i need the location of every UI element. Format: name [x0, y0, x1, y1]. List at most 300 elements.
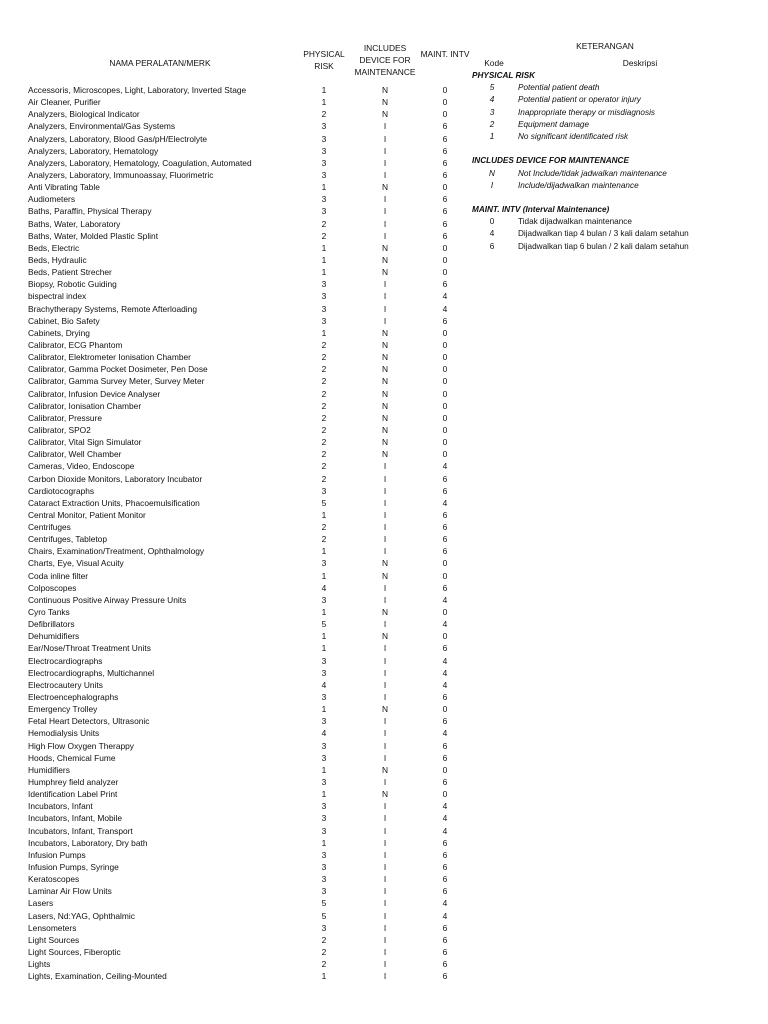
- table-row: [0, 436, 470, 448]
- cell-includes: I: [383, 922, 387, 933]
- table-row: [0, 873, 470, 885]
- cell-physical-risk: 3: [321, 291, 327, 302]
- table-row: [0, 84, 470, 96]
- table-row: [0, 897, 470, 909]
- cell-name: Cabinet, Bio Safety: [28, 315, 100, 326]
- cell-physical-risk: 1: [321, 97, 327, 108]
- cell-maint-intv: 6: [442, 546, 448, 557]
- legend-includes-list: [472, 168, 762, 192]
- cell-name: Infusion Pumps: [28, 849, 86, 860]
- table-row: [0, 497, 470, 509]
- cell-name: Charts, Eye, Visual Acuity: [28, 558, 124, 569]
- cell-includes: N: [381, 631, 389, 642]
- cell-includes: N: [381, 704, 389, 715]
- cell-physical-risk: 5: [321, 497, 327, 508]
- legend-includes-title: INCLUDES DEVICE FOR MAINTENANCE: [472, 156, 629, 166]
- cell-maint-intv: 4: [442, 461, 448, 472]
- cell-includes: I: [383, 946, 387, 957]
- cell-name: Coda inline filter: [28, 570, 89, 581]
- table-row: [0, 509, 470, 521]
- cell-name: Emergency Trolley: [28, 704, 98, 715]
- cell-maint-intv: 6: [442, 121, 448, 132]
- cell-includes: I: [383, 291, 387, 302]
- cell-physical-risk: 1: [321, 327, 327, 338]
- table-row: [0, 788, 470, 800]
- cell-maint-intv: 6: [442, 777, 448, 788]
- table-row: [0, 594, 470, 606]
- cell-name: Analyzers, Laboratory, Hematology, Coagulation, Automated: [28, 157, 252, 168]
- cell-physical-risk: 1: [321, 704, 327, 715]
- cell-maint-intv: 0: [442, 339, 448, 350]
- cell-name: Light Sources: [28, 934, 80, 945]
- cell-includes: I: [383, 218, 387, 229]
- legend-code: 3: [489, 107, 495, 117]
- table-row: [0, 412, 470, 424]
- cell-maint-intv: 6: [442, 752, 448, 763]
- legend-physical-title: PHYSICAL RISK: [472, 71, 536, 80]
- legend-code: 6: [489, 241, 495, 251]
- cell-maint-intv: 4: [442, 594, 448, 605]
- legend-item: [472, 168, 762, 180]
- cell-name: Infusion Pumps, Syringe: [28, 862, 119, 872]
- cell-name: Accessoris, Microscopes, Light, Laboratory, Inverted Stage: [28, 85, 247, 95]
- legend-item: [472, 241, 762, 253]
- cell-includes: I: [383, 825, 387, 836]
- cell-maint-intv: 6: [442, 509, 448, 520]
- cell-physical-risk: 2: [321, 437, 327, 448]
- cell-name: Analyzers, Laboratory, Hematology: [28, 145, 159, 156]
- cell-physical-risk: 3: [321, 303, 327, 314]
- cell-name: Electrocautery Units: [28, 679, 103, 690]
- cell-physical-risk: 1: [321, 643, 327, 654]
- table-row: [0, 825, 470, 837]
- cell-includes: I: [383, 169, 387, 180]
- legend-code: 5: [489, 83, 495, 93]
- cell-name: Colposcopes: [28, 582, 77, 593]
- table-row: [0, 266, 470, 278]
- cell-includes: I: [383, 485, 387, 496]
- cell-physical-risk: 2: [321, 376, 327, 387]
- cell-name: Analyzers, Laboratory, Immunoassay, Fluorimetric: [28, 169, 214, 180]
- cell-maint-intv: 6: [442, 230, 448, 241]
- cell-maint-intv: 6: [442, 279, 448, 290]
- cell-includes: I: [383, 692, 387, 703]
- cell-includes: N: [381, 339, 389, 350]
- cell-includes: N: [381, 267, 389, 278]
- cell-name: Centrifuges: [28, 522, 71, 533]
- cell-physical-risk: 3: [321, 825, 327, 836]
- cell-physical-risk: 1: [321, 837, 327, 848]
- cell-name: Laminar Air Flow Units: [28, 886, 112, 897]
- cell-maint-intv: 6: [442, 934, 448, 945]
- table-row: [0, 630, 470, 642]
- cell-physical-risk: 3: [321, 667, 327, 678]
- table-row: [0, 958, 470, 970]
- cell-maint-intv: 4: [442, 910, 448, 921]
- cell-name: Keratoscopes: [28, 874, 80, 885]
- table-row: [0, 970, 470, 982]
- legend-description: Potential patient death: [518, 83, 600, 93]
- cell-name: Dehumidifiers: [28, 631, 80, 642]
- cell-includes: I: [383, 874, 387, 885]
- cell-physical-risk: 2: [321, 449, 327, 460]
- cell-maint-intv: 0: [442, 97, 448, 108]
- cell-physical-risk: 2: [321, 424, 327, 435]
- cell-physical-risk: 3: [321, 886, 327, 897]
- cell-name: Lasers, Nd:YAG, Ophthalmic: [28, 910, 135, 921]
- cell-maint-intv: 0: [442, 388, 448, 399]
- cell-maint-intv: 6: [442, 886, 448, 897]
- cell-maint-intv: 0: [442, 424, 448, 435]
- table-row: [0, 460, 470, 472]
- cell-maint-intv: 6: [442, 849, 448, 860]
- cell-includes: I: [383, 546, 387, 557]
- cell-name: Humidifiers: [28, 764, 70, 775]
- cell-physical-risk: 2: [321, 230, 327, 241]
- cell-name: Biopsy, Robotic Guiding: [28, 279, 117, 290]
- cell-physical-risk: 1: [321, 971, 327, 982]
- cell-includes: N: [381, 352, 389, 363]
- table-row: [0, 642, 470, 654]
- cell-physical-risk: 3: [321, 194, 327, 205]
- cell-maint-intv: 4: [442, 497, 448, 508]
- table-row: [0, 655, 470, 667]
- cell-physical-risk: 3: [321, 315, 327, 326]
- cell-physical-risk: 2: [321, 352, 327, 363]
- cell-includes: I: [383, 461, 387, 472]
- cell-name: Electrocardiographs, Multichannel: [28, 667, 155, 678]
- table-row: [0, 861, 470, 873]
- cell-maint-intv: 0: [442, 558, 448, 569]
- table-row: [0, 205, 470, 217]
- table-row: [0, 230, 470, 242]
- table-row: [0, 424, 470, 436]
- cell-physical-risk: 3: [321, 485, 327, 496]
- legend-description: Not Include/tidak jadwalkan maintenance: [518, 168, 667, 178]
- cell-maint-intv: 4: [442, 303, 448, 314]
- legend-code: N: [489, 168, 495, 178]
- table-row: [0, 375, 470, 387]
- cell-maint-intv: 0: [442, 704, 448, 715]
- cell-physical-risk: 3: [321, 849, 327, 860]
- table-row: [0, 363, 470, 375]
- cell-maint-intv: 6: [442, 643, 448, 654]
- table-row: [0, 96, 470, 108]
- cell-includes: I: [383, 862, 387, 872]
- cell-name: Cataract Extraction Units, Phacoemulsification: [28, 497, 200, 508]
- cell-includes: I: [383, 473, 387, 484]
- cell-physical-risk: 3: [321, 206, 327, 217]
- cell-maint-intv: 4: [442, 619, 448, 630]
- cell-name: Central Monitor, Patient Monitor: [28, 509, 146, 520]
- cell-physical-risk: 1: [321, 85, 327, 95]
- legend-description: Dijadwalkan tiap 6 bulan / 2 kali dalam setahun: [518, 241, 689, 251]
- table-row: [0, 351, 470, 363]
- table-row: [0, 752, 470, 764]
- cell-name: Lights: [28, 959, 51, 970]
- cell-maint-intv: 0: [442, 449, 448, 460]
- table-row: [0, 934, 470, 946]
- cell-name: Anti Vibrating Table: [28, 182, 100, 193]
- cell-maint-intv: 4: [442, 679, 448, 690]
- table-row: [0, 679, 470, 691]
- cell-includes: N: [381, 558, 389, 569]
- cell-maint-intv: 6: [442, 874, 448, 885]
- header-nama-peralatan: NAMA PERALATAN/MERK: [109, 58, 211, 68]
- equipment-table: [0, 84, 470, 982]
- cell-includes: N: [381, 449, 389, 460]
- cell-physical-risk: 3: [321, 279, 327, 290]
- cell-includes: N: [381, 607, 389, 618]
- cell-physical-risk: 2: [321, 109, 327, 120]
- cell-maint-intv: 6: [442, 716, 448, 727]
- cell-includes: I: [383, 121, 387, 132]
- table-row: [0, 521, 470, 533]
- cell-maint-intv: 6: [442, 692, 448, 703]
- table-row: [0, 448, 470, 460]
- cell-includes: I: [383, 522, 387, 533]
- cell-physical-risk: 2: [321, 400, 327, 411]
- cell-includes: I: [383, 509, 387, 520]
- cell-maint-intv: 4: [442, 825, 448, 836]
- cell-physical-risk: 2: [321, 946, 327, 957]
- cell-maint-intv: 0: [442, 437, 448, 448]
- legend-item: [472, 119, 762, 131]
- legend-panel: [472, 70, 762, 253]
- cell-name: Analyzers, Environmental/Gas Systems: [28, 121, 176, 132]
- legend-item: [472, 82, 762, 94]
- table-row: [0, 327, 470, 339]
- cell-includes: I: [383, 315, 387, 326]
- table-row: [0, 303, 470, 315]
- legend-code: 4: [489, 229, 495, 239]
- cell-name: Calibrator, Well Chamber: [28, 449, 122, 460]
- legend-code: 1: [489, 131, 495, 141]
- cell-includes: I: [383, 594, 387, 605]
- cell-maint-intv: 6: [442, 315, 448, 326]
- cell-maint-intv: 4: [442, 655, 448, 666]
- cell-includes: I: [383, 777, 387, 788]
- cell-name: Calibrator, Infusion Device Analyser: [28, 388, 161, 399]
- table-row: [0, 776, 470, 788]
- cell-includes: I: [383, 886, 387, 897]
- table-row: [0, 606, 470, 618]
- cell-physical-risk: 2: [321, 339, 327, 350]
- legend-item: [472, 131, 762, 143]
- cell-includes: I: [383, 194, 387, 205]
- cell-includes: N: [381, 182, 389, 193]
- cell-maint-intv: 6: [442, 218, 448, 229]
- legend-code: 4: [489, 95, 495, 105]
- table-row: [0, 218, 470, 230]
- cell-maint-intv: 0: [442, 570, 448, 581]
- legend-item: [472, 107, 762, 119]
- cell-includes: N: [381, 242, 389, 253]
- cell-maint-intv: 6: [442, 959, 448, 970]
- cell-physical-risk: 1: [321, 789, 327, 800]
- cell-name: Chairs, Examination/Treatment, Ophthalmology: [28, 546, 205, 557]
- legend-physical-list: [472, 82, 762, 143]
- cell-includes: N: [381, 570, 389, 581]
- cell-includes: I: [383, 910, 387, 921]
- cell-name: Baths, Water, Laboratory: [28, 218, 121, 229]
- header-maint-intv: MAINT. INTV: [420, 49, 470, 59]
- cell-name: Lights, Examination, Ceiling-Mounted: [28, 971, 167, 982]
- cell-physical-risk: 5: [321, 898, 327, 909]
- cell-includes: N: [381, 400, 389, 411]
- legend-description: Tidak dijadwalkan maintenance: [518, 217, 632, 227]
- cell-name: Incubators, Infant: [28, 801, 93, 812]
- cell-maint-intv: 4: [442, 291, 448, 302]
- table-row: [0, 315, 470, 327]
- legend-maint-title: MAINT. INTV (Interval Maintenance): [472, 205, 610, 215]
- cell-physical-risk: 3: [321, 145, 327, 156]
- table-row: [0, 242, 470, 254]
- cell-physical-risk: 3: [321, 752, 327, 763]
- table-row: [0, 120, 470, 132]
- table-row: [0, 667, 470, 679]
- table-row: [0, 837, 470, 849]
- table-row: [0, 582, 470, 594]
- cell-name: Defibrillators: [28, 619, 75, 630]
- cell-maint-intv: 6: [442, 582, 448, 593]
- cell-maint-intv: 6: [442, 206, 448, 217]
- cell-maint-intv: 0: [442, 631, 448, 642]
- cell-maint-intv: 0: [442, 109, 448, 120]
- cell-name: Humphrey field analyzer: [28, 777, 119, 788]
- cell-maint-intv: 0: [442, 327, 448, 338]
- header-kode: Kode: [484, 58, 504, 68]
- cell-maint-intv: 6: [442, 145, 448, 156]
- cell-includes: I: [383, 206, 387, 217]
- cell-physical-risk: 1: [321, 254, 327, 265]
- cell-physical-risk: 2: [321, 218, 327, 229]
- cell-includes: I: [383, 655, 387, 666]
- legend-description: Equipment damage: [518, 119, 590, 129]
- cell-name: Hoods, Chemical Fume: [28, 752, 116, 763]
- cell-physical-risk: 3: [321, 157, 327, 168]
- cell-physical-risk: 2: [321, 412, 327, 423]
- cell-includes: N: [381, 376, 389, 387]
- cell-maint-intv: 6: [442, 473, 448, 484]
- cell-includes: I: [383, 145, 387, 156]
- cell-includes: N: [381, 364, 389, 375]
- cell-maint-intv: 0: [442, 254, 448, 265]
- cell-maint-intv: 6: [442, 971, 448, 982]
- cell-includes: I: [383, 582, 387, 593]
- table-row: [0, 812, 470, 824]
- cell-name: Brachytherapy Systems, Remote Afterloading: [28, 303, 197, 314]
- cell-maint-intv: 0: [442, 85, 448, 95]
- table-row: [0, 339, 470, 351]
- cell-maint-intv: 6: [442, 485, 448, 496]
- cell-physical-risk: 1: [321, 182, 327, 193]
- cell-includes: I: [383, 934, 387, 945]
- legend-item: [472, 180, 762, 192]
- cell-includes: N: [381, 85, 389, 95]
- table-row: [0, 133, 470, 145]
- legend-description: No significant identificated risk: [518, 131, 629, 141]
- cell-maint-intv: 6: [442, 169, 448, 180]
- table-row: [0, 849, 470, 861]
- legend-description: Inappropriate therapy or misdiagnosis: [518, 107, 655, 117]
- cell-maint-intv: 6: [442, 133, 448, 144]
- table-row: [0, 193, 470, 205]
- cell-maint-intv: 0: [442, 789, 448, 800]
- cell-maint-intv: 4: [442, 813, 448, 824]
- table-row: [0, 800, 470, 812]
- header-keterangan: KETERANGAN: [576, 41, 634, 51]
- cell-name: Cyro Tanks: [28, 607, 70, 618]
- cell-physical-risk: 3: [321, 874, 327, 885]
- cell-physical-risk: 3: [321, 655, 327, 666]
- table-row: [0, 545, 470, 557]
- cell-physical-risk: 2: [321, 388, 327, 399]
- cell-includes: I: [383, 752, 387, 763]
- cell-includes: I: [383, 813, 387, 824]
- cell-physical-risk: 3: [321, 862, 327, 872]
- cell-physical-risk: 3: [321, 121, 327, 132]
- cell-physical-risk: 1: [321, 570, 327, 581]
- cell-maint-intv: 0: [442, 182, 448, 193]
- table-row: [0, 254, 470, 266]
- table-row: [0, 108, 470, 120]
- legend-code: 2: [489, 119, 495, 129]
- cell-maint-intv: 0: [442, 267, 448, 278]
- table-row: [0, 764, 470, 776]
- cell-maint-intv: 6: [442, 837, 448, 848]
- cell-name: Carbon Dioxide Monitors, Laboratory Incubator: [28, 473, 203, 484]
- cell-physical-risk: 2: [321, 959, 327, 970]
- cell-name: Beds, Patient Strecher: [28, 267, 112, 278]
- table-row: [0, 922, 470, 934]
- cell-name: Centrifuges, Tabletop: [28, 534, 107, 545]
- cell-name: Cameras, Video, Endoscope: [28, 461, 135, 472]
- cell-physical-risk: 3: [321, 777, 327, 788]
- cell-maint-intv: 6: [442, 862, 448, 872]
- cell-physical-risk: 2: [321, 534, 327, 545]
- cell-name: Fetal Heart Detectors, Ultrasonic: [28, 716, 150, 727]
- cell-name: Hemodialysis Units: [28, 728, 100, 739]
- cell-physical-risk: 2: [321, 934, 327, 945]
- cell-name: Calibrator, Gamma Survey Meter, Survey Meter: [28, 376, 205, 387]
- cell-maint-intv: 6: [442, 922, 448, 933]
- cell-physical-risk: 3: [321, 801, 327, 812]
- cell-name: Calibrator, Elektrometer Ionisation Chamber: [28, 352, 191, 363]
- cell-name: Beds, Electric: [28, 242, 80, 253]
- cell-name: Baths, Water, Molded Plastic Splint: [28, 230, 159, 241]
- table-row: [0, 400, 470, 412]
- cell-includes: I: [383, 497, 387, 508]
- cell-maint-intv: 0: [442, 764, 448, 775]
- table-row: [0, 691, 470, 703]
- cell-physical-risk: 4: [321, 582, 327, 593]
- cell-includes: I: [383, 716, 387, 727]
- cell-physical-risk: 5: [321, 910, 327, 921]
- cell-maint-intv: 6: [442, 157, 448, 168]
- cell-name: Calibrator, Vital Sign Simulator: [28, 437, 142, 448]
- cell-physical-risk: 3: [321, 169, 327, 180]
- table-row: [0, 703, 470, 715]
- cell-physical-risk: 1: [321, 631, 327, 642]
- cell-physical-risk: 4: [321, 679, 327, 690]
- cell-includes: I: [383, 133, 387, 144]
- cell-physical-risk: 2: [321, 522, 327, 533]
- table-row: [0, 290, 470, 302]
- cell-includes: I: [383, 740, 387, 751]
- cell-name: Lasers: [28, 898, 54, 909]
- table-row: [0, 473, 470, 485]
